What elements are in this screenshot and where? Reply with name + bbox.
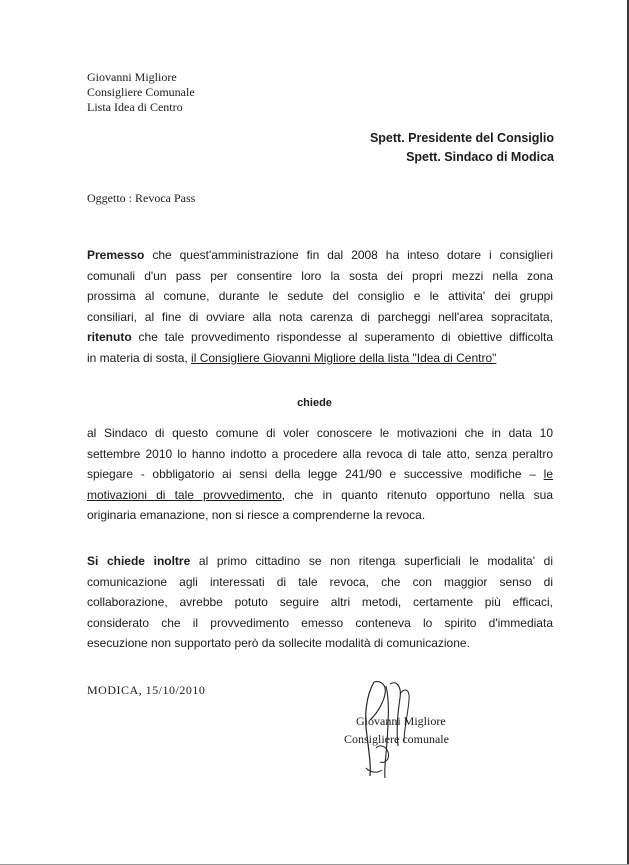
recipient-presidente: Spett. Presidente del Consiglio xyxy=(369,131,554,145)
paragraph-sindaco xyxy=(87,423,553,526)
paragraph-line xyxy=(87,327,553,348)
paragraph-line: comunicazione agli interessati di tale revoca, che con maggior senso di xyxy=(87,574,553,589)
premesso-keyword: Premesso xyxy=(87,248,145,262)
sender-role: Consigliere Comunale xyxy=(87,85,195,99)
signature-name: Giovanni Migliore xyxy=(356,714,446,728)
paragraph-line xyxy=(87,551,553,572)
paragraph-line xyxy=(87,485,553,506)
underlined-text: le xyxy=(543,467,553,482)
sender-list: Lista Idea di Centro xyxy=(87,100,183,114)
place-date: MODICA, 15/10/2010 xyxy=(87,683,206,697)
signature-block xyxy=(344,712,449,748)
paragraph-text: al primo cittadino se non ritenga superficiali le modalita' di xyxy=(190,554,553,568)
paragraph-line: settembre 2010 lo hanno indotto a procedere alla revoca di tale atto, senza peraltro xyxy=(87,446,553,461)
paragraph-line: consiliari, al fine di ovviare alla nota carenza di parcheggi nell'area sopracitata, xyxy=(87,309,553,324)
paragraph-line: considerato che il provvedimento emesso conteneva lo spirito d'immediata xyxy=(87,615,553,630)
paragraph-line xyxy=(87,245,553,266)
paragraph-line xyxy=(87,348,553,369)
paragraph-text: , che in quanto ritenuto opportuno nella sua xyxy=(281,487,553,502)
paragraph-line: collaborazione, avrebbe potuto seguire altri metodi, certamente più efficaci, xyxy=(87,595,553,610)
paragraph-premesso xyxy=(87,245,553,369)
paragraph-text: che quest'amministrazione fin dal 2008 ha inteso dotare i consiglieri xyxy=(144,248,553,262)
paragraph-line: prossima al comune, durante le sedute del consiglio e le attivita' dei gruppi xyxy=(87,289,553,304)
paragraph-line: comunali d'un pass per consentire loro la sosta dei propri mezzi nella zona xyxy=(87,268,553,283)
sender-block xyxy=(87,70,195,115)
paragraph-text: spiegare - obbligatorio ai sensi della legge 241/90 e successive modifiche – xyxy=(87,467,544,482)
paragraph-inoltre xyxy=(87,551,553,654)
paragraph-text: in materia di sosta, xyxy=(87,350,192,365)
si-chiede-keyword: Si chiede inoltre xyxy=(87,554,191,568)
ritenuto-keyword: ritenuto xyxy=(87,330,132,345)
paragraph-line: al Sindaco di questo comune di voler conoscere le motivazioni che in data 10 xyxy=(87,426,553,440)
subject-line: Oggetto : Revoca Pass xyxy=(87,191,196,205)
paragraph-text: che tale provvedimento rispondesse al superamento di obiettive difficolta xyxy=(131,330,553,345)
paragraph-line xyxy=(87,464,553,485)
sender-name: Giovanni Migliore xyxy=(87,70,177,84)
paragraph-line: esecuzione non supportato però da sollecite modalità di comunicazione. xyxy=(87,636,470,651)
underlined-text: motivazioni di tale provvedimento xyxy=(87,487,282,502)
underlined-text: il Consigliere Giovanni Migliore della lista "Idea di Centro" xyxy=(191,350,497,365)
paragraph-line: originaria emanazione, non si riesce a comprenderne la revoca. xyxy=(87,508,426,523)
signature-role: Consigliere comunale xyxy=(344,732,449,746)
recipients-block xyxy=(370,129,554,167)
recipient-sindaco: Spett. Sindaco di Modica xyxy=(406,150,554,164)
chiede-heading: chiede xyxy=(297,397,332,409)
